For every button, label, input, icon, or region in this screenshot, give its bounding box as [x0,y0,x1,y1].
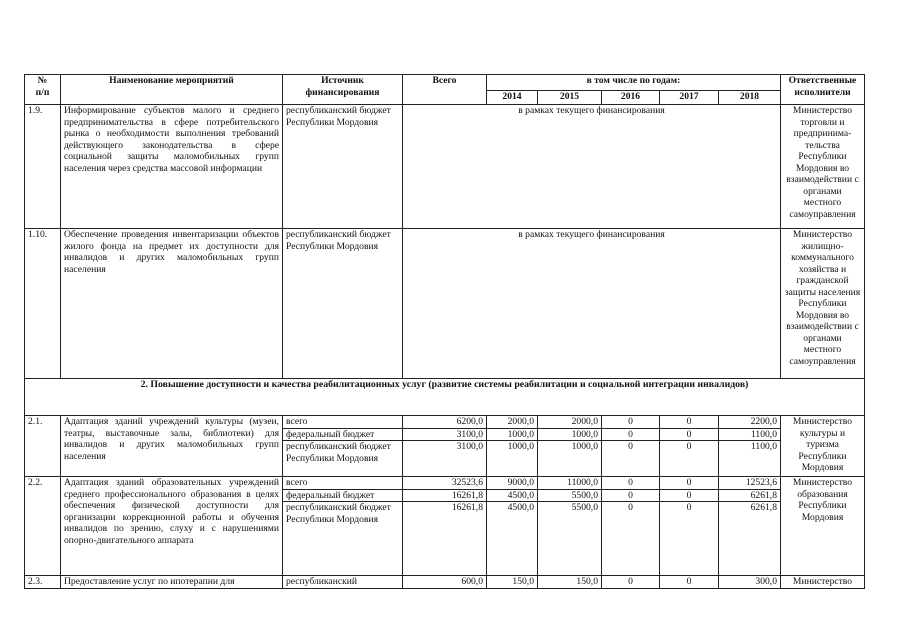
year-cell: 0 [602,441,660,477]
year-cell: 12523,6 [719,477,781,490]
year-cell: 4500,0 [487,489,538,502]
header-year-2014: 2014 [487,91,538,105]
year-cell: 0 [660,489,719,502]
year-cell: 150,0 [487,576,538,589]
header-year-2017: 2017 [660,91,719,105]
year-cell: 6261,8 [719,489,781,502]
year-cell: 0 [602,428,660,441]
header-year-2016: 2016 [602,91,660,105]
header-num: № п/п [25,75,61,105]
year-cell: 0 [660,502,719,576]
row-name: Предоставление услуг по ипотерапии для [61,576,283,589]
source-cell: республиканский [283,576,403,589]
source-cell: федеральный бюджет [283,428,403,441]
total-cell: 3100,0 [403,428,487,441]
year-cell: 0 [660,428,719,441]
table-row [25,416,865,429]
year-cell: 1000,0 [487,441,538,477]
section-row [25,379,865,416]
section-title: 2. Повышение доступности и качества реабилитационных услуг (развитие системы реабилитации и социальной интеграции инвалидов) [25,379,865,416]
year-cell: 9000,0 [487,477,538,490]
header-total: Всего [403,75,487,105]
program-table [24,74,865,589]
total-cell: 16261,8 [403,489,487,502]
row-num: 2.1. [25,416,61,477]
year-cell: 0 [602,416,660,429]
total-cell: 3100,0 [403,441,487,477]
row-source: республиканский бюджет Республики Мордовия [283,229,403,379]
year-cell: 1100,0 [719,441,781,477]
source-cell: всего [283,477,403,490]
row-name: Информирование субъектов малого и среднего предпринимательства в сфере потребительского рынка о необходимости выполнения требований действующего законодательства в сфере социальной защиты маломобильных групп населения через средства массовой информации [61,105,283,229]
row-financing: в рамках текущего финансирования [403,105,781,229]
row-num: 1.9. [25,105,61,229]
source-cell: федеральный бюджет [283,489,403,502]
year-cell: 4500,0 [487,502,538,576]
row-name: Адаптация зданий учреждений культуры (музеи, театры, выставочные залы, библиотеки) для инвалидов и других маломобильных групп населения [61,416,283,477]
year-cell: 0 [602,489,660,502]
year-cell: 0 [602,576,660,589]
year-cell: 1000,0 [487,428,538,441]
year-cell: 2000,0 [487,416,538,429]
year-cell: 5500,0 [538,502,602,576]
row-name: Адаптация зданий образовательных учреждений среднего профессионального образования в целях обеспечения физической доступности для организации коррекционной работы и обучения инвалидов по зрению, слуху и с нарушениями опорно-двигательного аппарата [61,477,283,576]
total-cell: 16261,8 [403,502,487,576]
source-cell: республиканский бюджет Республики Мордовия [283,441,403,477]
year-cell: 6261,8 [719,502,781,576]
year-cell: 2200,0 [719,416,781,429]
row-name: Обеспечение проведения инвентаризации объектов жилого фонда на предмет их доступности для инвалидов и других маломобильных групп населения [61,229,283,379]
year-cell: 0 [660,416,719,429]
row-num: 2.2. [25,477,61,576]
row-num: 2.3. [25,576,61,589]
header-source: Источник финансирования [283,75,403,105]
table-row [25,576,865,589]
year-cell: 1000,0 [538,441,602,477]
year-cell: 0 [660,441,719,477]
row-responsible: Министерство торговли и предпринима-тельства Республики Мордовия во взаимодействии с органами местного самоуправления [781,105,865,229]
header-responsible: Ответственные исполнители [781,75,865,105]
row-responsible: Министерство культуры и туризма Республики Мордовия [781,416,865,477]
year-cell: 5500,0 [538,489,602,502]
year-cell: 0 [602,477,660,490]
year-cell: 0 [602,502,660,576]
source-cell: республиканский бюджет Республики Мордовия [283,502,403,576]
row-responsible: Министерство образования Республики Мордовия [781,477,865,576]
row-financing: в рамках текущего финансирования [403,229,781,379]
year-cell: 300,0 [719,576,781,589]
source-cell: всего [283,416,403,429]
year-cell: 2000,0 [538,416,602,429]
header-years-group: в том числе по годам: [487,75,781,91]
header-year-2018: 2018 [719,91,781,105]
table-row [25,229,865,379]
total-cell: 600,0 [403,576,487,589]
year-cell: 150,0 [538,576,602,589]
row-source: республиканский бюджет Республики Мордовия [283,105,403,229]
year-cell: 0 [660,477,719,490]
year-cell: 11000,0 [538,477,602,490]
header-year-2015: 2015 [538,91,602,105]
row-num: 1.10. [25,229,61,379]
total-cell: 32523,6 [403,477,487,490]
table-row [25,105,865,229]
table-row [25,477,865,490]
year-cell: 1000,0 [538,428,602,441]
year-cell: 0 [660,576,719,589]
header-name: Наименование мероприятий [61,75,283,105]
year-cell: 1100,0 [719,428,781,441]
row-responsible: Министерство [781,576,865,589]
total-cell: 6200,0 [403,416,487,429]
row-responsible: Министерство жилищно-коммунального хозяйства и гражданской защиты населения Республики Мордовия во взаимодействии с органами местного самоуправления [781,229,865,379]
